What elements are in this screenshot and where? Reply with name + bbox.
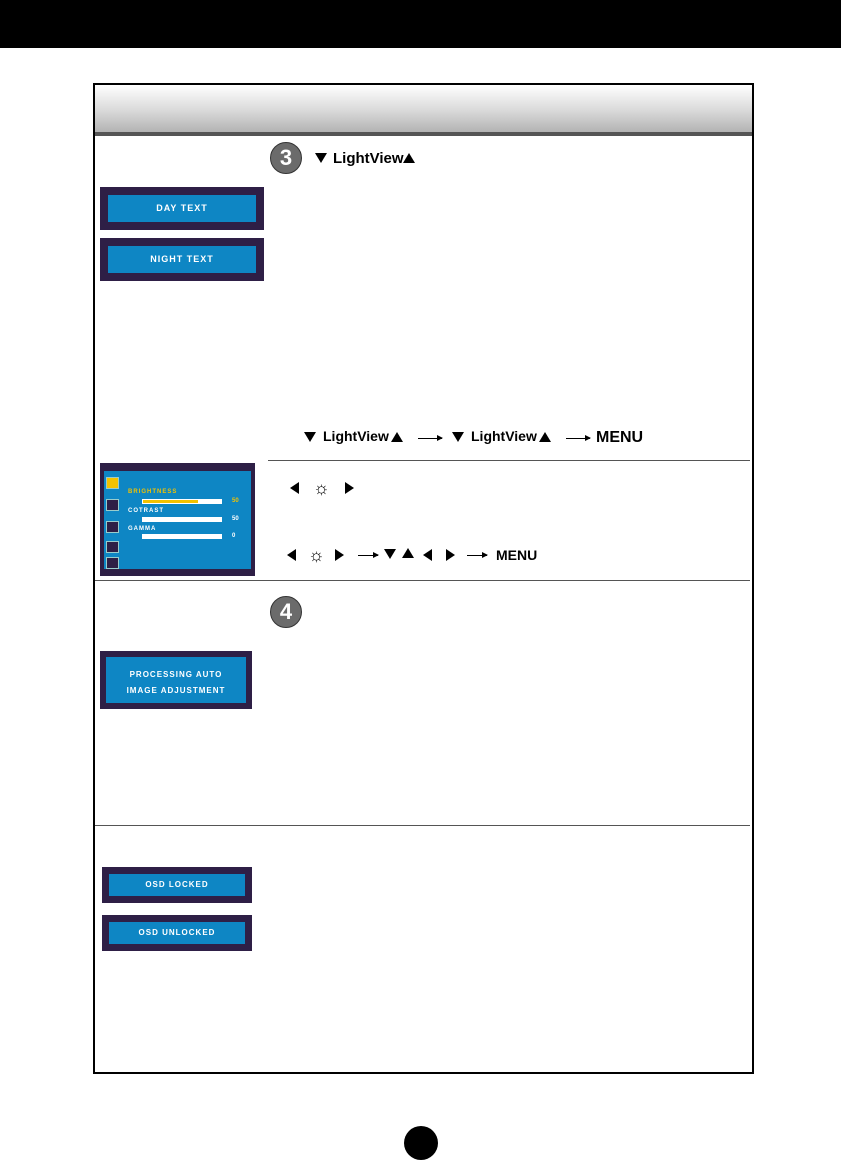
left-arrow-icon: [423, 549, 432, 561]
page-number-dot: [404, 1126, 438, 1160]
osd-auto-processing: [100, 651, 252, 709]
right-arrow-icon: [467, 555, 487, 556]
menu-value-contrast: 50: [232, 516, 239, 522]
osd-day-label: DAY TEXT: [108, 195, 256, 222]
lightview-title: LightView: [333, 150, 404, 167]
up-arrow-icon: [402, 548, 414, 558]
menu-label-gamma: GAMMA: [128, 526, 157, 532]
down-arrow-icon: [452, 432, 464, 442]
brightness-icon: ☼: [308, 545, 325, 565]
down-arrow-icon: [304, 432, 316, 442]
sequence2-menu: MENU: [496, 547, 538, 563]
osd-auto-line1: PROCESSING AUTO: [129, 670, 223, 679]
osd-auto-box: [106, 657, 246, 703]
menu-label-brightness: BRIGHTNESS: [128, 489, 178, 495]
up-arrow-icon: [539, 432, 551, 442]
left-arrow-icon: [290, 482, 299, 494]
osd-night-text: [100, 238, 264, 281]
setup-icon: [106, 557, 119, 569]
position-icon: [106, 521, 119, 533]
right-arrow-icon: [446, 549, 455, 561]
menu-sidebar: [104, 471, 122, 569]
step-number-4: 4: [270, 596, 302, 628]
color-icon: [106, 499, 119, 511]
sequence-menu: MENU: [596, 429, 644, 446]
picture-icon: [106, 477, 119, 489]
contrast-bar: [142, 517, 222, 522]
step-number-3: 3: [270, 142, 302, 174]
menu-value-brightness: 50: [232, 498, 239, 504]
brightness-fill: [143, 500, 198, 503]
osd-unlocked: [102, 915, 252, 951]
down-arrow-icon: [315, 153, 327, 163]
brightness-icon: ☼: [313, 478, 330, 498]
up-arrow-icon: [391, 432, 403, 442]
divider-sub: [268, 460, 750, 461]
gamma-fill: [143, 535, 182, 538]
header-band: [95, 85, 752, 136]
sequence-lightview-1: LightView: [323, 428, 389, 444]
up-arrow-icon: [403, 153, 415, 163]
osd-night-label: NIGHT TEXT: [108, 246, 256, 273]
top-black-bar: [0, 0, 841, 48]
osd-day-text: [100, 187, 264, 230]
right-arrow-icon: [335, 549, 344, 561]
down-arrow-icon: [384, 549, 396, 559]
contrast-fill: [143, 518, 182, 521]
right-arrow-icon: [418, 438, 442, 439]
menu-panel: [122, 471, 251, 569]
divider-section4: [95, 580, 750, 581]
divider-section5: [95, 825, 750, 826]
tracking-icon: [106, 541, 119, 553]
right-arrow-icon: [566, 438, 590, 439]
menu-value-gamma: 0: [232, 533, 236, 539]
left-arrow-icon: [287, 549, 296, 561]
osd-locked-label: OSD LOCKED: [109, 874, 245, 896]
osd-unlocked-label: OSD UNLOCKED: [109, 922, 245, 944]
osd-locked: [102, 867, 252, 903]
osd-auto-line2: IMAGE ADJUSTMENT: [126, 686, 226, 695]
right-arrow-icon: [358, 555, 378, 556]
right-arrow-icon: [345, 482, 354, 494]
brightness-bar: [142, 499, 222, 504]
gamma-bar: [142, 534, 222, 539]
brightness-menu-screenshot: [100, 463, 255, 576]
menu-label-contrast: COTRAST: [128, 508, 164, 514]
sequence-lightview-2: LightView: [471, 428, 537, 444]
